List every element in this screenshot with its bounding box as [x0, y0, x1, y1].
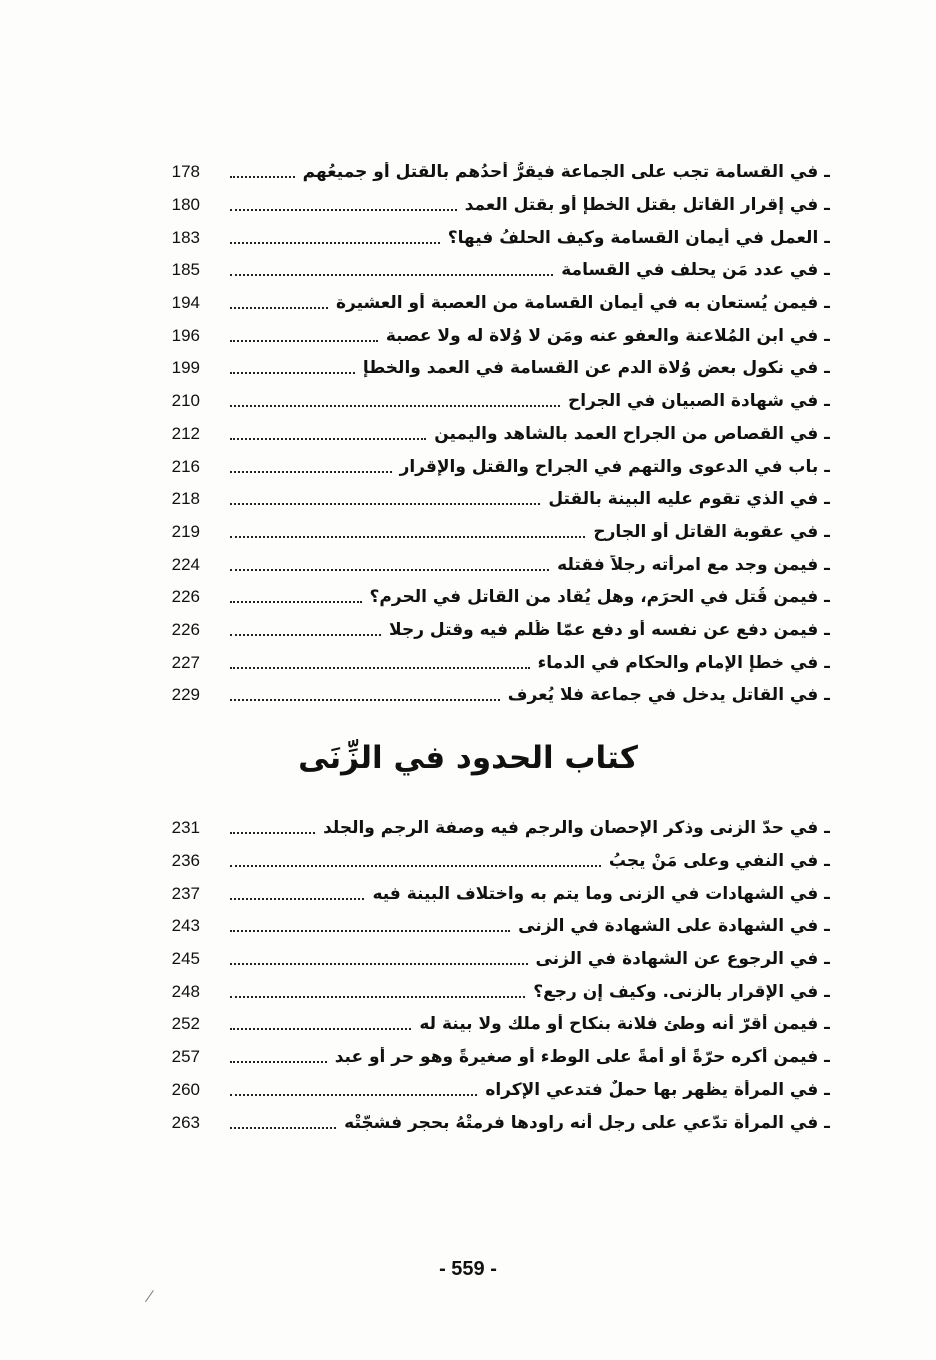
- toc-entry: [160, 483, 830, 516]
- toc-entry: [160, 581, 830, 614]
- toc-entry-title: ـ في نكول بعض وُلاة الدم عن القسامة في العمد والخطإ: [362, 358, 830, 379]
- toc-entry-title: ـ العمل في أيمان القسامة وكيف الحلفُ فيها؟: [447, 227, 830, 248]
- toc-entry: [160, 385, 830, 418]
- toc-entry: [160, 221, 830, 254]
- toc-page-number: 245: [171, 949, 200, 969]
- toc-page-number: 248: [171, 981, 200, 1001]
- toc-entry: [160, 1041, 830, 1074]
- toc-page-number: 226: [171, 587, 200, 607]
- toc-page-number: 178: [171, 162, 200, 182]
- toc-entry: [160, 319, 830, 352]
- toc-page-number: 180: [171, 195, 200, 215]
- dot-leader: [230, 305, 328, 309]
- toc-entry: [160, 352, 830, 385]
- toc-page-number: 227: [171, 652, 200, 672]
- dot-leader: [230, 1125, 336, 1129]
- toc-entry: [160, 450, 830, 483]
- toc-entry-title: ـ في الذي تقوم عليه البينة بالقتل: [548, 489, 830, 510]
- dot-leader: [230, 830, 315, 834]
- toc-page-number: 216: [171, 456, 200, 476]
- toc-entry: [160, 943, 830, 976]
- toc-entry-title: ـ في الشهادة على الشهادة في الزنى: [518, 916, 830, 937]
- toc-entry: [160, 418, 830, 451]
- toc-entry-title: ـ في إقرار القاتل بقتل الخطإ أو بقتل العمد: [464, 195, 830, 216]
- toc-entry: [160, 1008, 830, 1041]
- toc-section-1: [160, 156, 830, 712]
- toc-page-number: 229: [171, 685, 200, 705]
- toc-entry: [160, 548, 830, 581]
- toc-entry-title: ـ باب في الدعوى والتهم في الجراح والقتل والإقرار: [399, 456, 830, 477]
- toc-entry: [160, 614, 830, 647]
- toc-page-number: 263: [171, 1112, 200, 1132]
- toc-page-number: 218: [171, 489, 200, 509]
- toc-entry-title: ـ في القاتل يدخل في جماعة فلا يُعرف: [507, 685, 830, 706]
- toc-entry-title: ـ في المرأة يظهر بها حملٌ فتدعي الإكراه: [485, 1079, 830, 1100]
- dot-leader: [230, 665, 530, 669]
- toc-entry-title: ـ فيمن وجد مع امرأته رجلاً فقتله: [557, 554, 830, 575]
- dot-leader: [230, 240, 440, 244]
- dot-leader: [230, 1092, 477, 1096]
- dot-leader: [230, 403, 560, 407]
- toc-page-number: 224: [171, 554, 200, 574]
- dot-leader: [230, 436, 426, 440]
- toc-page-number: 185: [171, 260, 200, 280]
- toc-page-number: 260: [171, 1079, 200, 1099]
- dot-leader: [230, 501, 540, 505]
- toc-page-number: 237: [171, 883, 200, 903]
- toc-entry: [160, 679, 830, 712]
- toc-entry-title: ـ في الرجوع عن الشهادة في الزنى: [535, 949, 830, 970]
- dot-leader: [230, 534, 585, 538]
- toc-entry-title: ـ في ابن المُلاعنة والعفو عنه ومَن لا وُلاة له ولا عصبة: [385, 325, 830, 346]
- toc-page-number: 194: [171, 293, 200, 313]
- dot-leader: [230, 207, 457, 211]
- toc-page-number: 210: [171, 391, 200, 411]
- toc-entry: [160, 254, 830, 287]
- toc-entry: [160, 910, 830, 943]
- toc-entry-title: ـ في الشهادات في الزنى وما يتم به واختلاف البينة فيه: [372, 883, 830, 904]
- toc-page-number: 226: [171, 619, 200, 639]
- toc-page-number: 231: [171, 818, 200, 838]
- dot-leader: [230, 1059, 327, 1063]
- toc-entry: [160, 975, 830, 1008]
- toc-entry-title: ـ في عقوبة القاتل أو الجارح: [593, 521, 830, 542]
- section-heading: كتاب الحدود في الزِّنَى: [298, 740, 638, 776]
- dot-leader: [230, 928, 510, 932]
- toc-entry-title: ـ في القصاص من الجراح العمد بالشاهد واليمين: [434, 423, 830, 444]
- toc-entry: [160, 845, 830, 878]
- dot-leader: [230, 567, 549, 571]
- toc-entry: [160, 646, 830, 679]
- toc-entry-title: ـ في خطإ الإمام والحكام في الدماء: [537, 652, 830, 673]
- toc-entry-title: ـ فيمن يُستعان به في أيمان القسامة من العصبة أو العشيرة: [335, 293, 830, 314]
- toc-page-number: 196: [171, 325, 200, 345]
- toc-page-number: 212: [171, 423, 200, 443]
- toc-entry-title: ـ في عدد مَن يحلف في القسامة: [561, 260, 830, 281]
- toc-page-number: 243: [171, 916, 200, 936]
- toc-entry: [160, 156, 830, 189]
- toc-entry: [160, 812, 830, 845]
- toc-entry: [160, 189, 830, 222]
- toc-entry: [160, 877, 830, 910]
- dot-leader: [230, 896, 364, 900]
- toc-page-number: 219: [171, 521, 200, 541]
- toc-entry: [160, 516, 830, 549]
- dot-leader: [230, 1026, 411, 1030]
- toc-entry-title: ـ فيمن قُتل في الحرَم، وهل يُقاد من القاتل في الحرم؟: [369, 587, 830, 608]
- page-number-footer: - 559 -: [439, 1258, 497, 1280]
- toc-entry-title: ـ في المرأة تدّعي على رجل أنه راودها فرمتْهُ بحجر فشجّتْه: [344, 1112, 830, 1133]
- toc-page-number: 199: [171, 358, 200, 378]
- dot-leader: [230, 863, 601, 867]
- dot-leader: [230, 599, 362, 603]
- toc-page-number: 257: [171, 1047, 200, 1067]
- dot-leader: [230, 272, 553, 276]
- toc-entry: [160, 1074, 830, 1107]
- toc-page-number: 183: [171, 227, 200, 247]
- toc-entry-title: ـ في حدّ الزنى وذكر الإحصان والرجم فيه وصفة الرجم والجلد: [323, 818, 830, 839]
- toc-entry-title: ـ فيمن أكره حرّةً أو أمةً على الوطء أو صغيرةً وهو حر أو عبد: [334, 1047, 830, 1068]
- toc-entry: [160, 287, 830, 320]
- toc-section-2: [160, 812, 830, 1139]
- dot-leader: [230, 961, 528, 965]
- toc-entry-title: ـ في القسامة تجب على الجماعة فيقرُّ أحدُهم بالقتل أو جميعُهم: [302, 162, 830, 183]
- toc-entry: [160, 1106, 830, 1139]
- toc-entry-title: ـ في النفي وعلى مَنْ يجبُ: [608, 851, 830, 872]
- toc-page-number: 236: [171, 851, 200, 871]
- dot-leader: [230, 469, 392, 473]
- toc-entry-title: ـ في شهادة الصبيان في الجراح: [568, 391, 830, 412]
- toc-page-number: 252: [171, 1014, 200, 1034]
- scan-mark: [145, 1290, 162, 1308]
- dot-leader: [230, 174, 295, 178]
- toc-entry-title: ـ فيمن دفع عن نفسه أو دفع عمّا ظُلم فيه وقتل رجلا: [389, 619, 830, 640]
- dot-leader: [230, 632, 381, 636]
- toc-entry-title: ـ فيمن أقرّ أنه وطئ فلانة بنكاح أو ملك ولا بينة له: [419, 1014, 830, 1035]
- dot-leader: [230, 370, 355, 374]
- dot-leader: [230, 994, 525, 998]
- dot-leader: [230, 697, 500, 701]
- dot-leader: [230, 338, 378, 342]
- toc-entry-title: ـ في الإقرار بالزنى. وكيف إن رجع؟: [533, 981, 830, 1002]
